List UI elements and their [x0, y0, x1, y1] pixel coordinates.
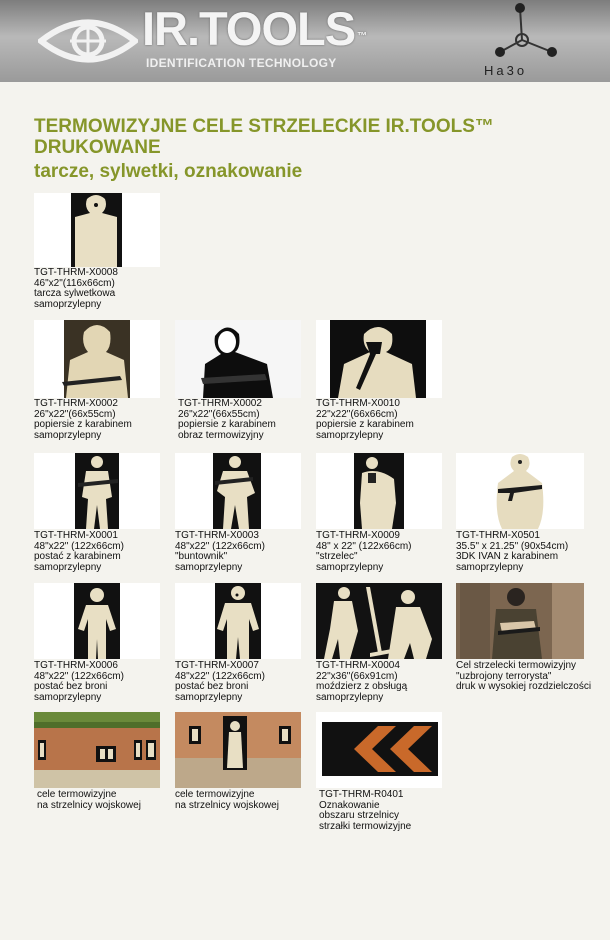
brand-tagline: IDENTIFICATION TECHNOLOGY [146, 56, 337, 70]
molecule-icon [480, 0, 590, 70]
caption-x0010: TGT-THRM-X0010 22"x22"(66x66cm) popiersie z karabinem samoprzylepny [316, 398, 414, 441]
target-image-x0010[interactable] [316, 320, 442, 398]
caption-x0002-a: TGT-THRM-X0002 26"x22"(66x55cm) popiersie z karabinem samoprzylepny [34, 398, 132, 441]
target-image-terrorist-photo[interactable] [456, 583, 584, 659]
target-image-x0009[interactable] [316, 453, 442, 529]
caption-r0401: TGT-THRM-R0401 Oznakowanie obszaru strzelnicy strzałki termowizyjne [319, 789, 412, 832]
page-subtitle: tarcze, sylwetki, oznakowanie [34, 161, 303, 182]
partner-logo-text: На3о [484, 63, 528, 78]
caption-x0008: TGT-THRM-X0008 46"x2"(116x66cm) tarcza sylwetkowa samoprzylepny [34, 267, 118, 310]
target-image-x0002-bust[interactable] [34, 320, 160, 398]
caption-x0004: TGT-THRM-X0004 22"x36"(66x91cm) moździerz z obsługą samoprzylepny [316, 660, 408, 703]
caption-x0006: TGT-THRM-X0006 48"x22" (122x66cm) postać bez broni samoprzylepny [34, 660, 124, 703]
target-image-x0004[interactable] [316, 583, 442, 659]
target-image-r0401-arrows[interactable] [316, 712, 442, 788]
brand-logo[interactable]: IR.TOOLS ™ [142, 2, 367, 55]
caption-x0003: TGT-THRM-X0003 48"x22" (122x66cm) "buntownik" samoprzylepny [175, 530, 265, 573]
target-image-x0001[interactable] [34, 453, 160, 529]
target-image-x0002-thermal[interactable] [175, 320, 301, 398]
caption-x0001: TGT-THRM-X0001 48"x22" (122x66cm) postać z karabinem samoprzylepny [34, 530, 124, 573]
header-banner [0, 0, 610, 82]
caption-range-1: cele termowizyjne na strzelnicy wojskowej [37, 789, 141, 811]
caption-x0009: TGT-THRM-X0009 48" x 22" (122x66cm) "strzelec" samoprzylepny [316, 530, 412, 573]
range-photo-2[interactable] [175, 712, 301, 788]
caption-terrorist-target: Cel strzelecki termowizyjny "uzbrojony terrorysta" druk w wysokiej rozdzielczości [456, 660, 592, 692]
page-title: TERMOWIZYJNE CELE STRZELECKIE IR.TOOLS™ DRUKOWANE [34, 116, 494, 158]
target-image-x0008[interactable] [34, 193, 160, 267]
range-photo-1[interactable] [34, 712, 160, 788]
caption-x0002-b: TGT-THRM-X0002 26"x22"(66x55cm) popiersie z karabinem obraz termowizyjny [178, 398, 276, 441]
caption-x0007: TGT-THRM-X0007 48"x22" (122x66cm) postać bez broni samoprzylepny [175, 660, 265, 703]
target-image-x0003[interactable] [175, 453, 301, 529]
target-image-x0006[interactable] [34, 583, 160, 659]
target-image-x0501[interactable] [456, 453, 584, 529]
eye-crosshair-icon [38, 14, 138, 68]
caption-x0501: TGT-THRM-X0501 35.5" x 21.25" (90x54cm) 3DK IVAN z karabinem samoprzylepny [456, 530, 569, 573]
target-image-x0007[interactable] [175, 583, 301, 659]
caption-range-2: cele termowizyjne na strzelnicy wojskowej [175, 789, 279, 811]
